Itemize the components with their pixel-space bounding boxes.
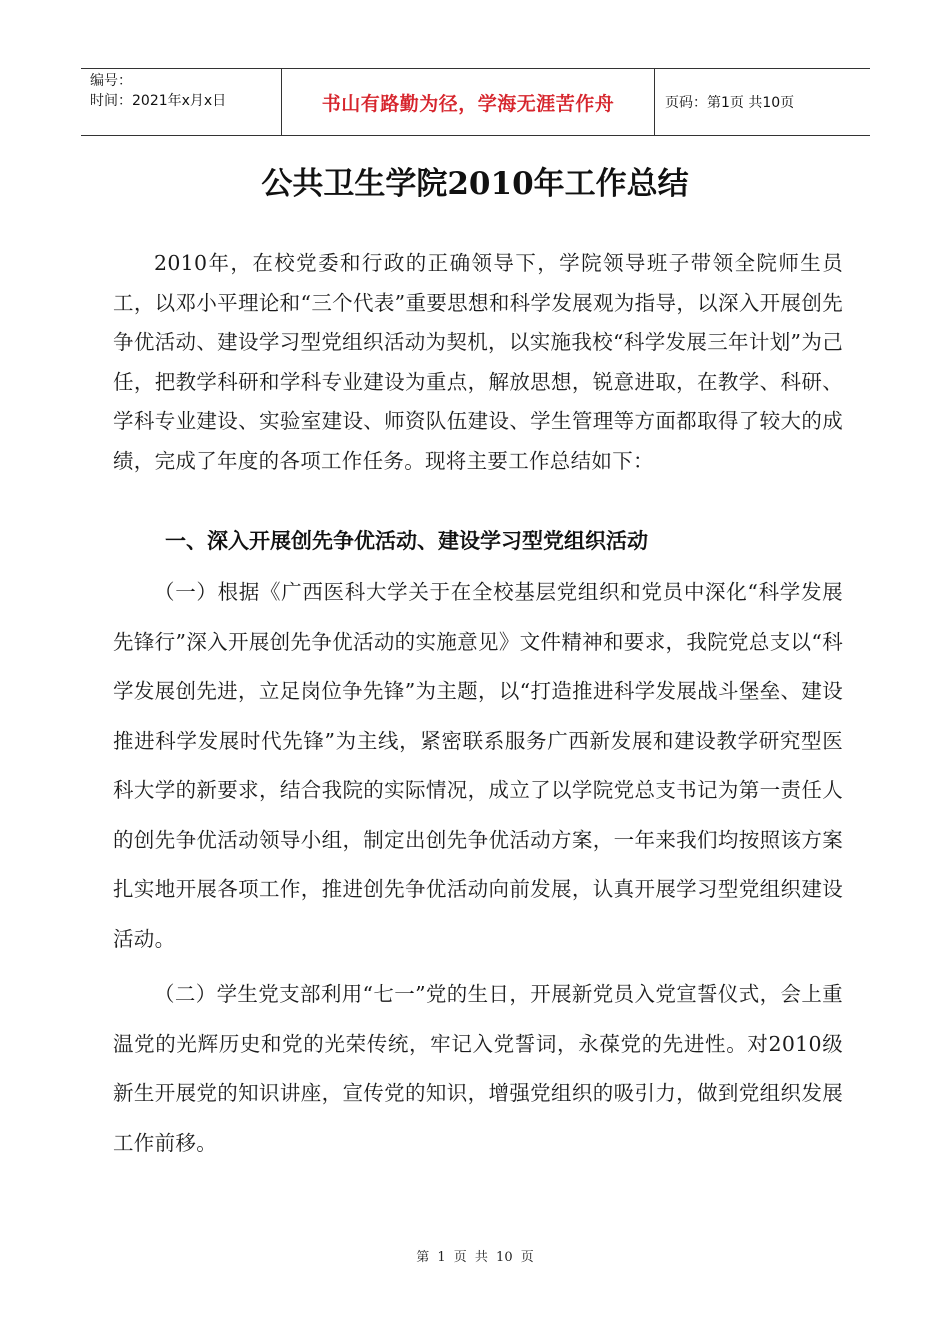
header-motto: 书山有路勤为径，学海无涯苦作舟: [282, 69, 655, 135]
header-page-info: 页码：第1页 共10页: [665, 95, 795, 111]
intro-paragraph: 2010年，在校党委和行政的正确领导下，学院领导班子带领全院师生员工，以邓小平理论和“三个代表”重要思想和科学发展观为指导，以深入开展创先争优活动、建设学习型党组织活动为契机，以实施我校“科学发展三年计划”为己任，把教学科研和学科专业建设为重点，解放思想，锐意进取，在教学、科研、学科专业建设、实验室建设、师资队伍建设、学生管理等方面都取得了较大的成绩，完成了年度的各项工作任务。现将主要工作总结如下：: [113, 251, 843, 473]
section-heading: 一、深入开展创先争优活动、建设学习型党组织活动: [165, 529, 648, 553]
header-table: [81, 68, 870, 136]
document-title: 公共卫生学院2010年工作总结: [261, 166, 689, 202]
header-meta-cell: [81, 69, 282, 135]
page-footer: 第 1 页 共 10 页: [416, 1250, 534, 1265]
document-number-label: 编号：: [90, 73, 132, 89]
document-time-label: 时间：2021年x月x日: [90, 93, 227, 109]
body-paragraph: （一）根据《广西医科大学关于在全校基层党组织和党员中深化“科学发展先锋行”深入开展创先争优活动的实施意见》文件精神和要求，我院党总支以“科学发展创先进，立足岗位争先锋”为主题，以“打造推进科学发展战斗堡垒、建设推进科学发展时代先锋”为主线，紧密联系服务广西新发展和建设教学研究型医科大学的新要求，结合我院的实际情况，成立了以学院党总支书记为第一责任人的创先争优活动领导小组，制定出创先争优活动方案，一年来我们均按照该方案扎实地开展各项工作，推进创先争优活动向前发展，认真开展学习型党组织建设活动。: [113, 580, 843, 951]
body-paragraph: （二）学生党支部利用“七一”党的生日，开展新党员入党宣誓仪式，会上重温党的光辉历史和党的光荣传统，牢记入党誓词，永葆党的先进性。对2010级新生开展党的知识讲座，宣传党的知识，增强党组织的吸引力，做到党组织发展工作前移。: [113, 982, 843, 1155]
